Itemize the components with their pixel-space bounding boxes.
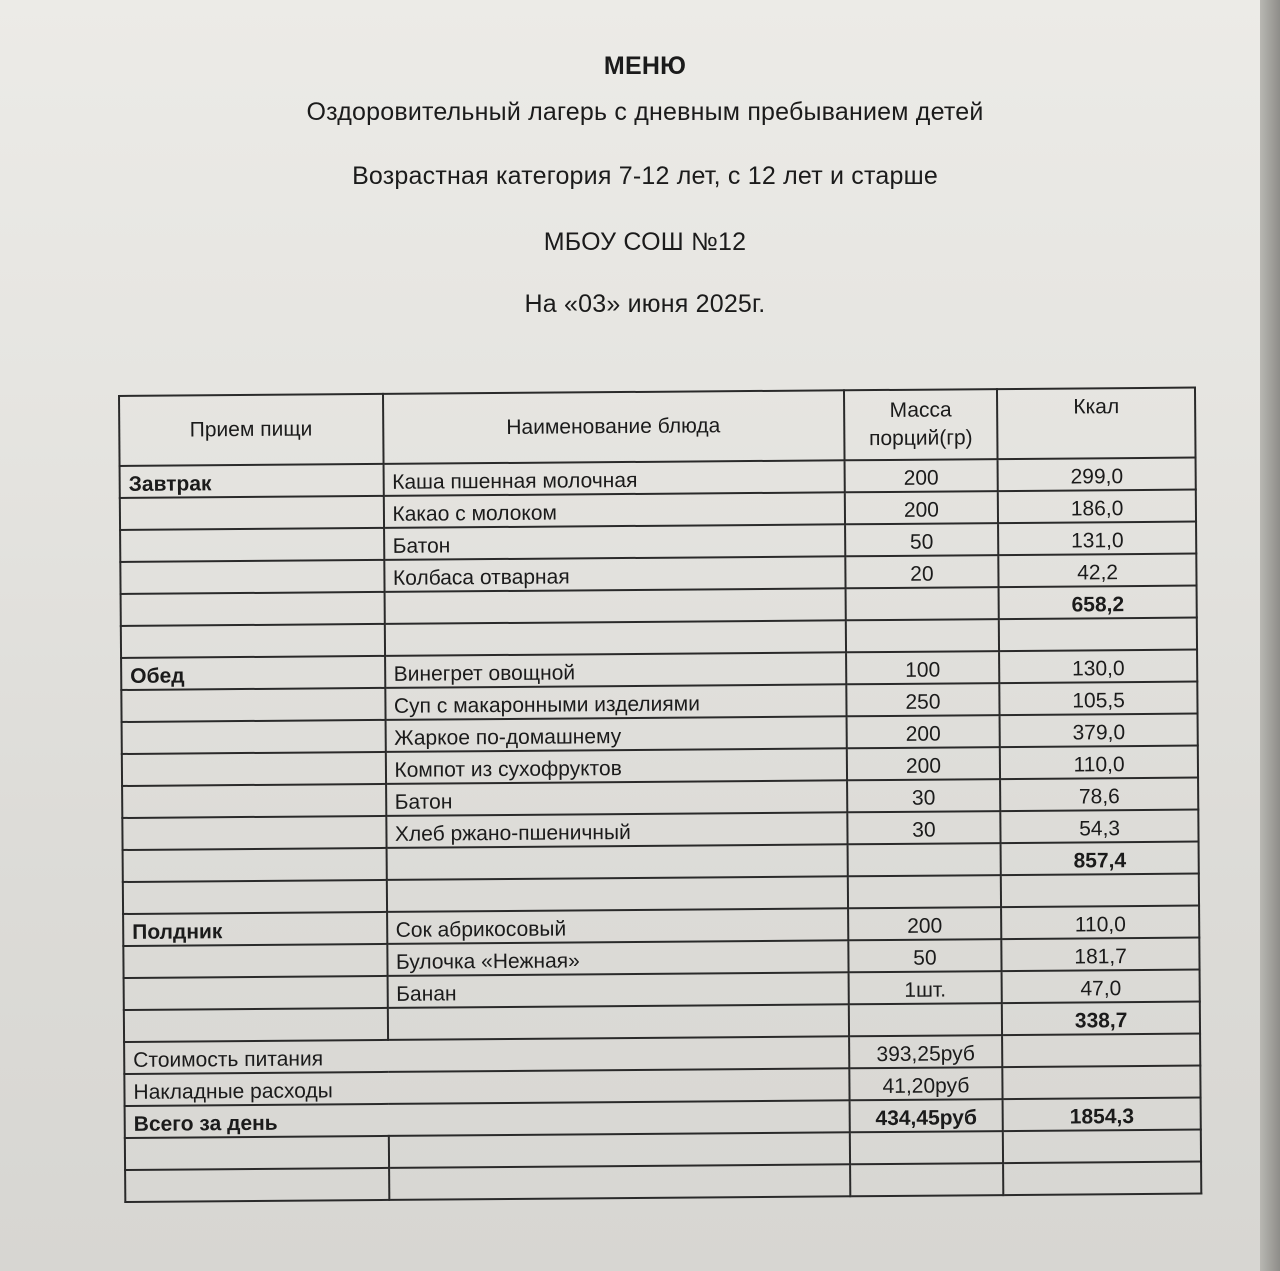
empty-cell (121, 688, 385, 722)
column-header-mass-text: Масса порций(гр) (868, 398, 973, 451)
dish-mass: 200 (844, 491, 998, 524)
dish-name: Колбаса отварная (384, 556, 845, 592)
dish-kcal: 299,0 (998, 458, 1196, 492)
dish-kcal: 105,5 (1000, 682, 1198, 716)
empty-cell (386, 876, 847, 912)
empty-cell (849, 1131, 1003, 1164)
empty-cell (122, 816, 386, 850)
dish-name: Каша пшенная молочная (383, 460, 844, 496)
day-total-kcal: 1854,3 (1003, 1098, 1201, 1132)
table-header-row (119, 388, 1196, 466)
empty-cell (387, 1004, 848, 1040)
empty-cell (1002, 1034, 1200, 1068)
empty-cell (388, 1132, 849, 1168)
menu-table (118, 387, 1202, 1203)
dish-name: Жаркое по-домашнему (385, 716, 846, 752)
dish-mass: 30 (847, 811, 1001, 844)
dish-kcal: 110,0 (1001, 906, 1199, 940)
empty-cell (389, 1164, 850, 1200)
column-header-meal: Прием пищи (119, 394, 383, 466)
day-total-label: Всего за день (125, 1100, 850, 1138)
document-header (0, 0, 1260, 380)
dish-mass: 200 (848, 907, 1002, 940)
dish-mass: 50 (848, 939, 1002, 972)
dish-kcal: 54,3 (1001, 810, 1199, 844)
age-category: Возрастная категория 7-12 лет, с 12 лет и старше (352, 162, 938, 190)
empty-cell (850, 1163, 1004, 1196)
paper-edge-shadow (1260, 0, 1280, 1271)
document-title: МЕНЮ (603, 52, 687, 80)
meal-label-snack: Полдник (123, 912, 387, 946)
empty-cell (125, 1168, 389, 1202)
dish-kcal: 181,7 (1002, 938, 1200, 972)
day-total-cost: 434,45руб (849, 1099, 1003, 1132)
overhead-value: 41,20руб (849, 1067, 1003, 1100)
empty-cell (1001, 874, 1199, 908)
meal-label-lunch: Обед (121, 656, 385, 690)
breakfast-total-kcal: 658,2 (999, 586, 1197, 620)
dish-kcal: 379,0 (1000, 714, 1198, 748)
dish-mass: 100 (846, 651, 1000, 684)
dish-mass: 50 (845, 523, 999, 556)
empty-cell (1003, 1066, 1201, 1100)
menu-table-wrapper (118, 387, 1202, 1203)
empty-cell (1003, 1130, 1201, 1164)
empty-cell (120, 560, 384, 594)
empty-cell (386, 844, 847, 880)
column-header-dish: Наименование блюда (382, 390, 844, 464)
empty-cell (121, 592, 385, 626)
dish-name: Какао с молоком (383, 492, 844, 528)
empty-cell (1003, 1162, 1201, 1196)
empty-cell (122, 720, 386, 754)
empty-cell (120, 496, 384, 530)
empty-cell (384, 588, 845, 624)
dish-name: Банан (387, 972, 848, 1008)
dish-mass: 30 (847, 779, 1001, 812)
dish-name: Суп с макаронными изделиями (385, 684, 846, 720)
lunch-total-kcal: 857,4 (1001, 842, 1199, 876)
dish-mass: 200 (846, 747, 1000, 780)
empty-cell (123, 944, 387, 978)
dish-name: Батон (384, 524, 845, 560)
menu-date: На «03» июня 2025г. (524, 290, 766, 318)
overhead-label: Накладные расходы (124, 1068, 849, 1106)
empty-cell (845, 587, 999, 620)
dish-mass: 250 (846, 683, 1000, 716)
dish-mass: 200 (846, 715, 1000, 748)
dish-kcal: 186,0 (998, 490, 1196, 524)
empty-cell (124, 976, 388, 1010)
empty-cell (999, 618, 1197, 652)
dish-kcal: 47,0 (1002, 970, 1200, 1004)
empty-cell (121, 624, 385, 658)
empty-cell (847, 843, 1001, 876)
school-name: МБОУ СОШ №12 (543, 228, 747, 256)
empty-cell (122, 784, 386, 818)
empty-cell (124, 1008, 388, 1042)
dish-name: Хлеб ржано-пшеничный (386, 812, 847, 848)
empty-cell (120, 528, 384, 562)
dish-kcal: 78,6 (1000, 778, 1198, 812)
dish-name: Батон (386, 780, 847, 816)
dish-mass: 1шт. (848, 971, 1002, 1004)
dish-name: Компот из сухофруктов (385, 748, 846, 784)
empty-cell (847, 875, 1001, 908)
empty-cell (845, 619, 999, 652)
dish-name: Булочка «Нежная» (387, 940, 848, 976)
empty-cell (123, 848, 387, 882)
food-cost-value: 393,25руб (849, 1035, 1003, 1068)
empty-cell (848, 1003, 1002, 1036)
dish-mass: 200 (844, 459, 998, 492)
dish-kcal: 42,2 (999, 554, 1197, 588)
dish-kcal: 110,0 (1000, 746, 1198, 780)
food-cost-label: Стоимость питания (124, 1036, 849, 1074)
dish-mass: 20 (845, 555, 999, 588)
dish-kcal: 130,0 (999, 650, 1197, 684)
empty-cell (125, 1136, 389, 1170)
camp-name: Оздоровительный лагерь с дневным пребыванием детей (306, 98, 984, 126)
meal-label-breakfast: Завтрак (120, 464, 384, 498)
empty-cell (122, 752, 386, 786)
dish-name: Сок абрикосовый (387, 908, 848, 944)
snack-total-kcal: 338,7 (1002, 1002, 1200, 1036)
column-header-kcal: Ккал (997, 388, 1195, 460)
empty-cell (123, 880, 387, 914)
column-header-mass (844, 389, 998, 460)
dish-name: Винегрет овощной (385, 652, 846, 688)
empty-cell (384, 620, 845, 656)
dish-kcal: 131,0 (998, 522, 1196, 556)
